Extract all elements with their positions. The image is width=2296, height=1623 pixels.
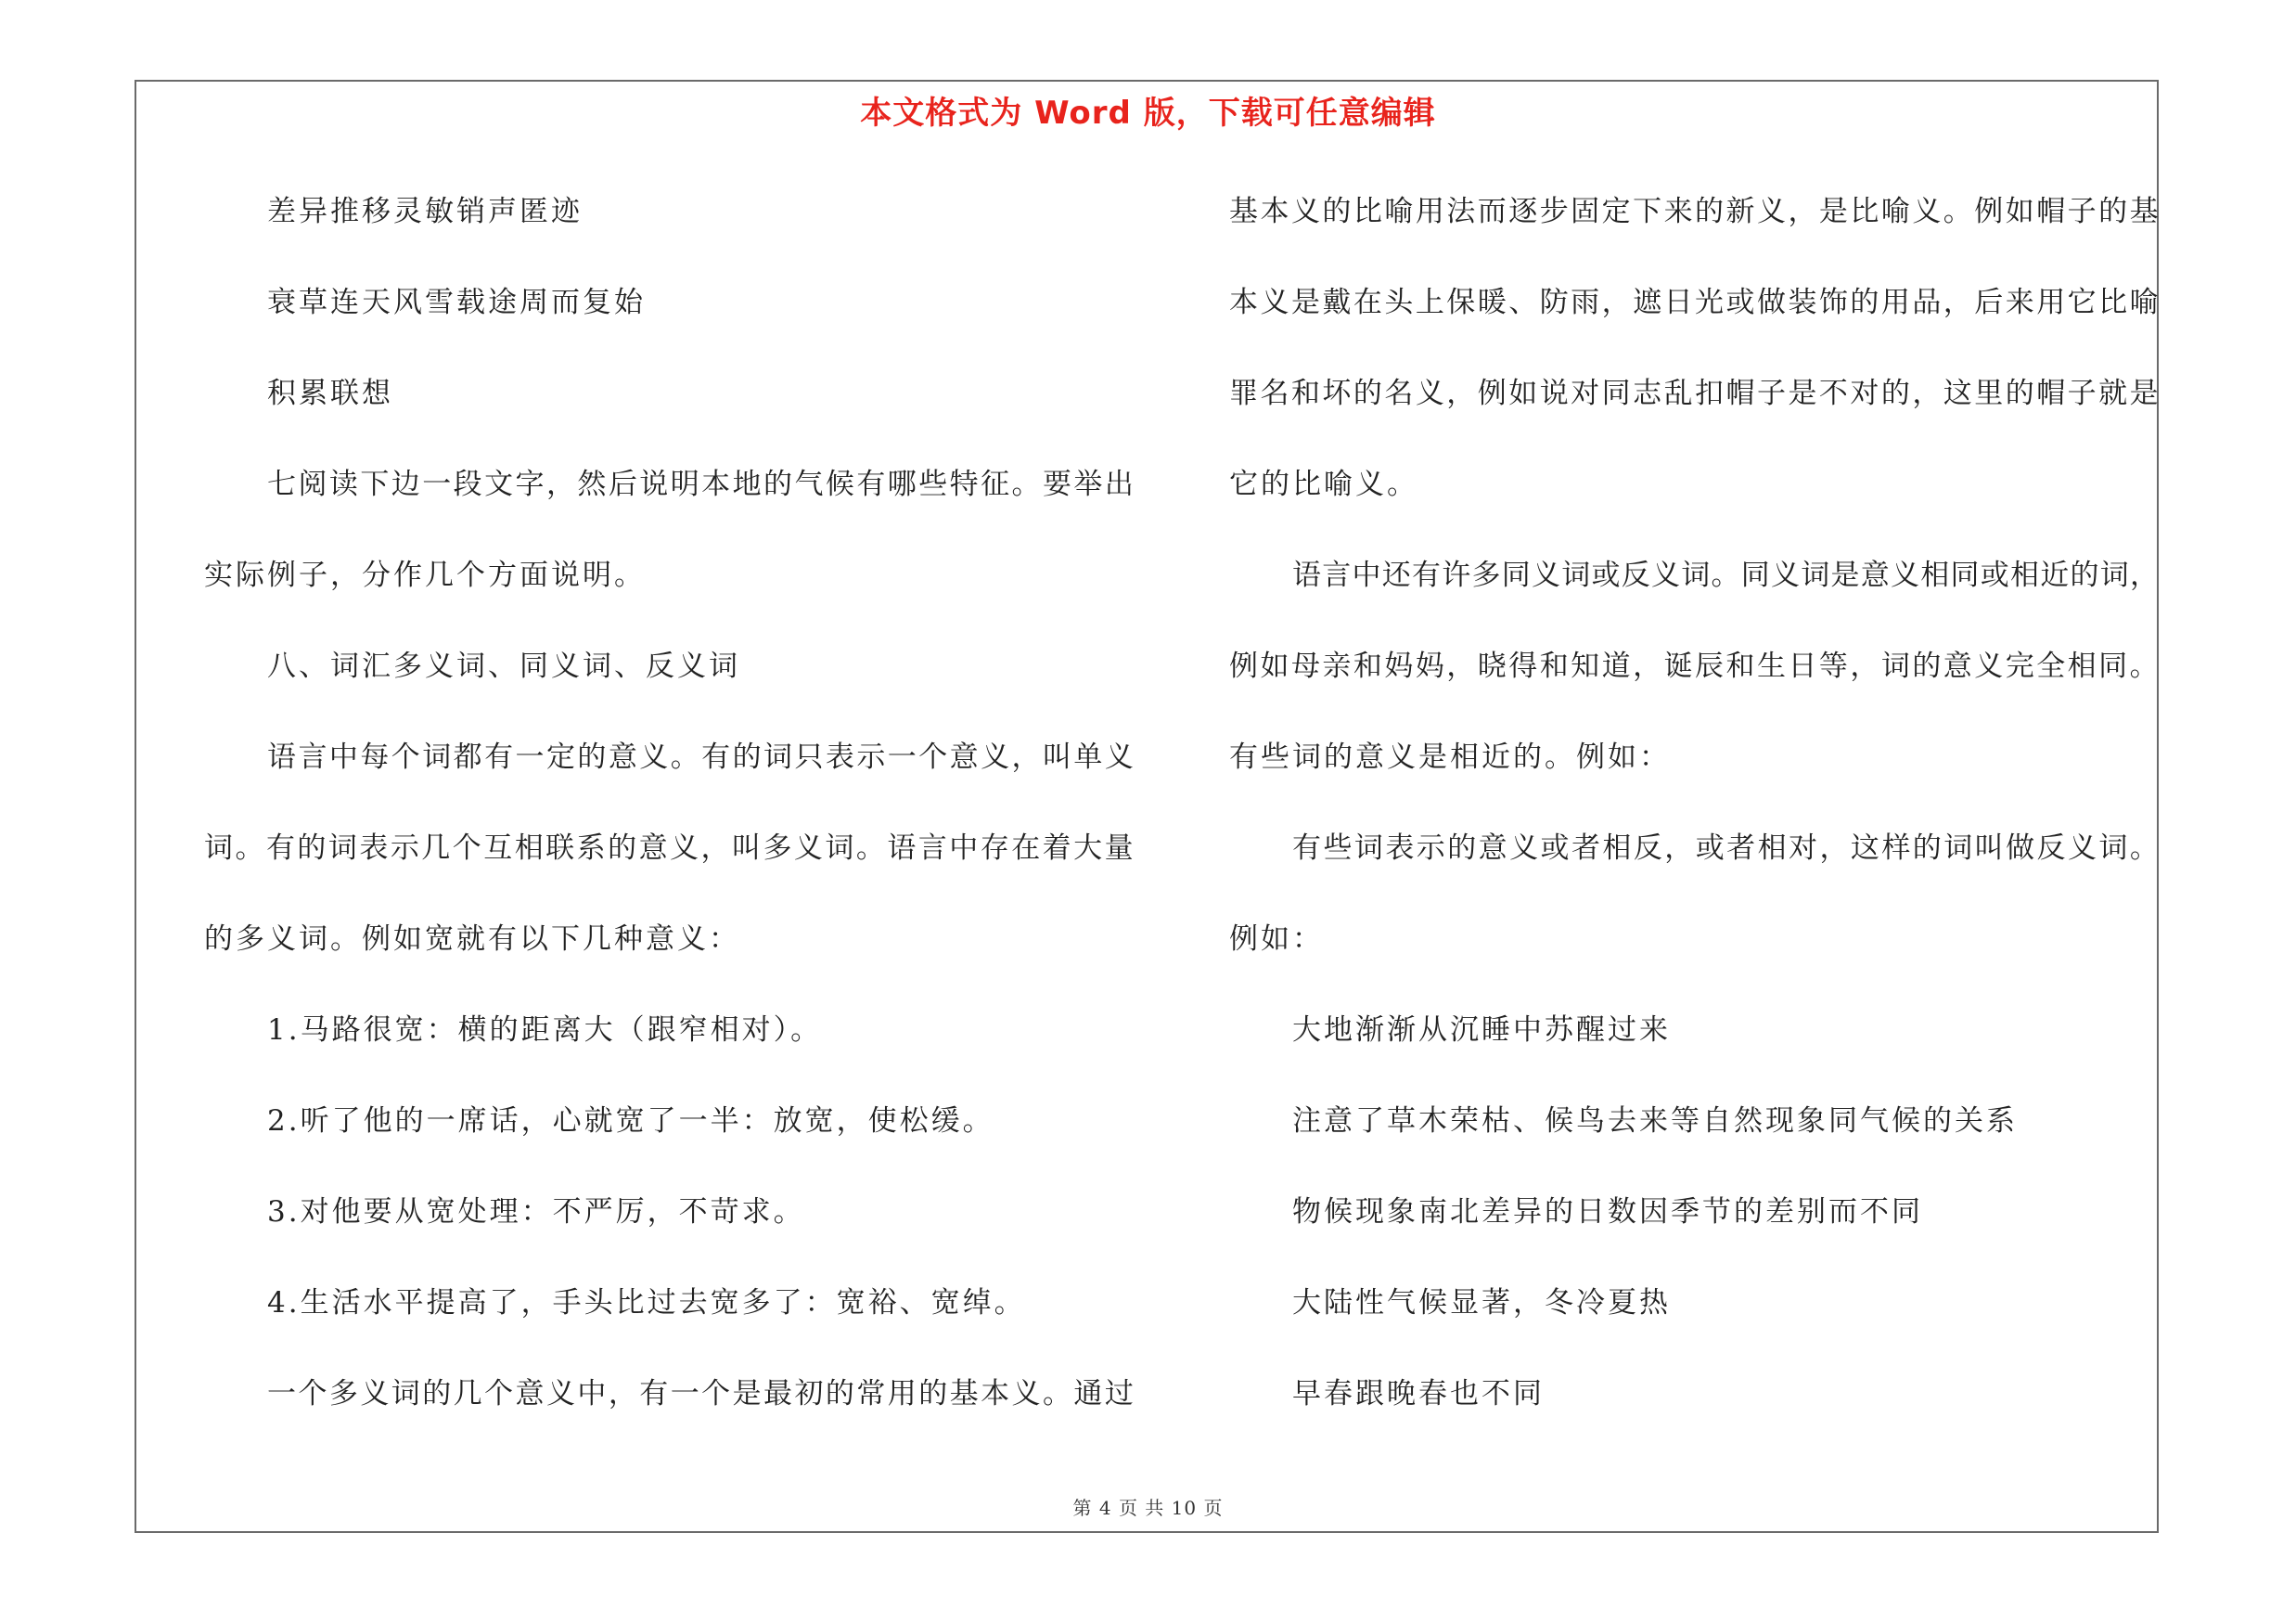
right-column (1229, 182, 2159, 1455)
left-paragraph-line: 衰草连天风雪载途周而复始 (267, 286, 646, 319)
right-paragraph-line: 它的比喻义。 (1229, 468, 1418, 501)
page-number-footer: 第 4 页 共 10 页 (1072, 1497, 1224, 1519)
right-paragraph-line: 物候现象南北差异的日数因季节的差别而不同 (1292, 1195, 1923, 1229)
right-paragraph-line: 大陆性气候显著，冬冷夏热 (1292, 1286, 1671, 1320)
left-column (204, 182, 1134, 1455)
left-paragraph-line: 一 个 多 义 词 的 几 个 意 义 中 ， 有 一 个 是 最 初 的 常 用 的 基 本 义 。 通 过 (267, 1377, 1134, 1410)
format-banner: 本文格式为 Word 版，下载可任意编辑 (860, 95, 1436, 132)
right-paragraph-line: 例如： (1229, 922, 1324, 956)
left-paragraph-line: 词 。 有 的 词 表 示 几 个 互 相 联 系 的 意 义 ， 叫 多 义 词 。 语 言 中 存 在 着 大 量 (204, 831, 1134, 865)
right-paragraph-line: 语 言 中 还 有 许 多 同 义 词 或 反 义 词 。 同 义 词 是 意 义 相 同 或 相 近 的 词 ， (1292, 559, 2159, 592)
left-paragraph-line: 4.生活水平提高了，手头比过去宽多了：宽裕、宽绰。 (267, 1286, 1026, 1320)
right-paragraph-line: 有些词的意义是相近的。例如： (1229, 741, 1671, 774)
right-paragraph-line: 有 些 词 表 示 的 意 义 或 者 相 反 ， 或 者 相 对 ， 这 样 的 词 叫 做 反 义 词 。 (1292, 831, 2159, 865)
left-paragraph-line: 积累联想 (267, 377, 393, 410)
left-paragraph-line: 2.听了他的一席话，心就宽了一半：放宽，使松缓。 (267, 1104, 994, 1138)
right-paragraph-line: 大地渐渐从沉睡中苏醒过来 (1292, 1013, 1671, 1047)
right-paragraph-line: 早春跟晚春也不同 (1292, 1377, 1545, 1410)
left-paragraph-line: 实际例子，分作几个方面说明。 (204, 559, 646, 592)
right-paragraph-line: 罪 名 和 坏 的 名 义 ， 例 如 说 对 同 志 乱 扣 帽 子 是 不 对 的 ， 这 里 的 帽 子 就 是 (1229, 377, 2159, 410)
right-paragraph-line: 本 义 是 戴 在 头 上 保 暖 、 防 雨 ， 遮 日 光 或 做 装 饰 的 用 品 ， 后 来 用 它 比 喻 (1229, 286, 2159, 319)
left-paragraph-line: 1.马路很宽：横的距离大（跟窄相对）。 (267, 1013, 823, 1047)
right-paragraph-line: 基 本 义 的 比 喻 用 法 而 逐 步 固 定 下 来 的 新 义 ， 是 比 喻 义 。 例 如 帽 子 的 基 (1229, 195, 2159, 228)
left-paragraph-line: 语 言 中 每 个 词 都 有 一 定 的 意 义 。 有 的 词 只 表 示 一 个 意 义 ， 叫 单 义 (267, 741, 1134, 774)
left-paragraph-line: 七 阅 读 下 边 一 段 文 字 ， 然 后 说 明 本 地 的 气 候 有 哪 些 特 征 。 要 举 出 (267, 468, 1134, 501)
left-paragraph-line: 差异推移灵敏销声匿迹 (267, 195, 583, 228)
right-paragraph-line: 注意了草木荣枯、候鸟去来等自然现象同气候的关系 (1292, 1104, 2018, 1138)
right-paragraph-line: 例 如 母 亲 和 妈 妈 ， 晓 得 和 知 道 ， 诞 辰 和 生 日 等 ， 词 的 意 义 完 全 相 同 。 (1229, 650, 2159, 683)
left-paragraph-line: 的多义词。例如宽就有以下几种意义： (204, 922, 740, 956)
left-paragraph-line: 八、词汇多义词、同义词、反义词 (267, 650, 740, 683)
left-paragraph-line: 3.对他要从宽处理：不严厉，不苛求。 (267, 1195, 805, 1229)
